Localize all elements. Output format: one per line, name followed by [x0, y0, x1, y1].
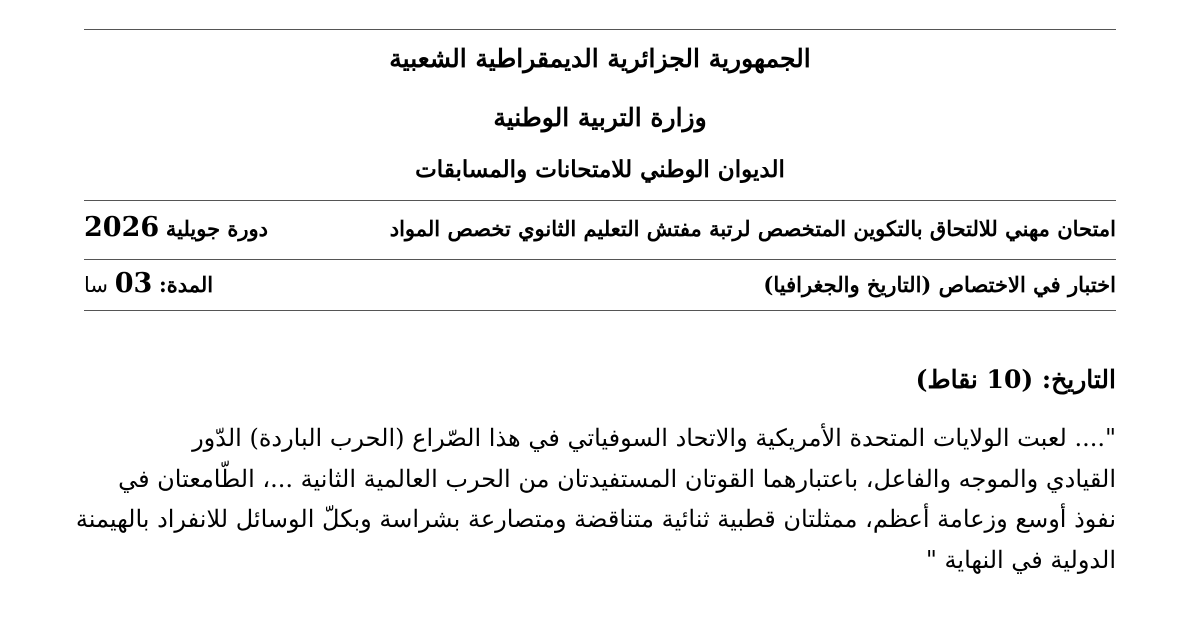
ministry-name: وزارة التربية الوطنية [493, 103, 707, 132]
duration-unit: سا [84, 273, 108, 297]
exam-title: امتحان مهني للالتحاق بالتكوين المتخصص لرتبة مفتش التعليم الثانوي تخصص المواد [389, 216, 1116, 241]
section-title: التاريخ: (10 نقاط) [915, 365, 1116, 394]
session-year: 2026 [84, 212, 160, 243]
exam-duration [84, 268, 213, 299]
text-line: نفوذ أوسع وزعامة أعظم، ممثلتان قطبية ثنائية متناقضة ومتصارعة بشراسة وبكلّ الوسائل للانفراد بالهيمنة [75, 505, 1116, 533]
section-text [75, 418, 1116, 580]
top-rule [84, 29, 1116, 30]
text-line: القيادي والموجه والفاعل، باعتبارهما القوتان المستفيدتان من الحرب العالمية الثانية ...، الطّامعتان في [118, 464, 1116, 493]
subject-row [84, 268, 1116, 299]
header-divider [84, 200, 1116, 201]
text-line: ".... لعبت الولايات المتحدة الأمريكية والاتحاد السوفياتي في هذا الصّراع (الحرب الباردة) الدّور [192, 424, 1116, 452]
session-label: دورة جويلية [165, 216, 269, 241]
subject-divider [84, 310, 1116, 311]
duration-label: المدة: [158, 272, 214, 297]
exam-subject: اختبار في الاختصاص (التاريخ والجغرافيا) [763, 272, 1116, 297]
text-line: الدولية في النهاية " [925, 545, 1116, 574]
country-name: الجمهورية الجزائرية الديمقراطية الشعبية [389, 44, 811, 73]
exam-title-row [84, 212, 1116, 243]
exam-divider [84, 259, 1116, 260]
office-name: الديوان الوطني للامتحانات والمسابقات [415, 156, 785, 183]
duration-value: 03 [114, 268, 153, 299]
exam-session [84, 212, 268, 243]
